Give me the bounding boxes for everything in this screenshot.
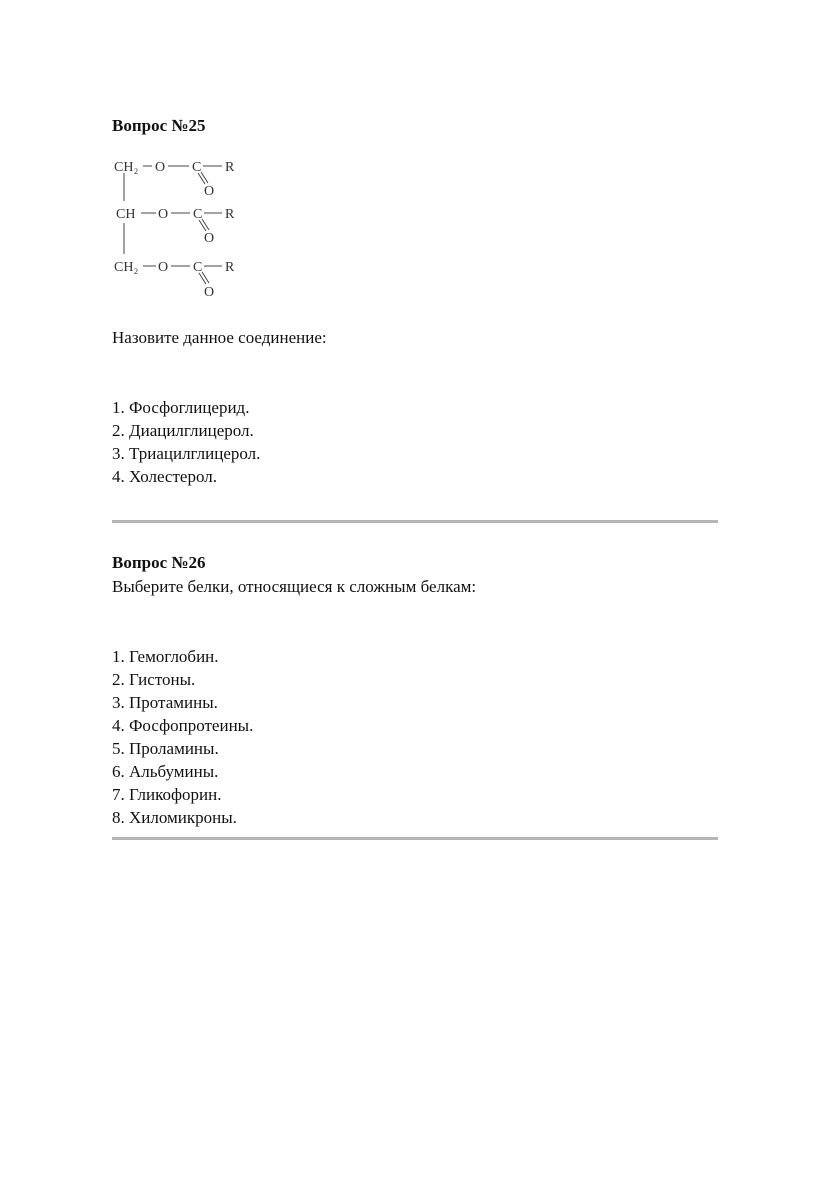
formula-row-1-radical: R	[225, 160, 235, 175]
question-26-prompt: Выберите белки, относящиеся к сложным белкам:	[112, 577, 477, 596]
formula-row-3-carbon: C	[193, 260, 203, 275]
answer-option[interactable]: 1. Фосфоглицерид.	[112, 398, 250, 417]
question-25-prompt: Назовите данное соединение:	[112, 328, 327, 347]
formula-row-1-carbon: C	[192, 160, 202, 175]
answer-option[interactable]: 6. Альбумины.	[112, 762, 219, 781]
formula-row-2-carbon: C	[193, 207, 203, 222]
formula-row-2-linker: O	[158, 207, 169, 222]
formula-row-3-linker: O	[158, 260, 169, 275]
formula-row-1-oxygen: O	[204, 184, 215, 199]
answer-option[interactable]: 4. Холестерол.	[112, 467, 217, 486]
answer-option[interactable]: 3. Протамины.	[112, 693, 218, 712]
question-divider	[112, 520, 718, 523]
answer-option[interactable]: 5. Проламины.	[112, 739, 219, 758]
answer-option[interactable]: 4. Фосфопротеины.	[112, 716, 254, 735]
answer-option[interactable]: 2. Диацилглицерол.	[112, 421, 254, 440]
answer-option[interactable]: 7. Гликофорин.	[112, 785, 222, 804]
answer-option[interactable]: 3. Триацилглицерол.	[112, 444, 261, 463]
question-25-title: Вопрос №25	[112, 116, 206, 135]
question-25-options	[112, 396, 260, 488]
question-26-options	[112, 645, 253, 829]
formula-row-2-group: CH	[116, 207, 136, 222]
formula-row-3-oxygen: O	[204, 285, 215, 300]
triacylglycerol-structural-formula	[112, 151, 252, 303]
question-divider	[112, 837, 718, 840]
answer-option[interactable]: 8. Хиломикроны.	[112, 808, 237, 827]
question-26-title: Вопрос №26	[112, 553, 206, 572]
formula-row-2-radical: R	[225, 207, 235, 222]
answer-option[interactable]: 2. Гистоны.	[112, 670, 196, 689]
formula-row-2-oxygen: O	[204, 231, 215, 246]
formula-row-3-radical: R	[225, 260, 235, 275]
formula-row-1-linker: O	[155, 160, 166, 175]
answer-option[interactable]: 1. Гемоглобин.	[112, 647, 219, 666]
formula-row-3-group: CH₂	[114, 260, 139, 275]
formula-row-1-group: CH₂	[114, 160, 139, 175]
